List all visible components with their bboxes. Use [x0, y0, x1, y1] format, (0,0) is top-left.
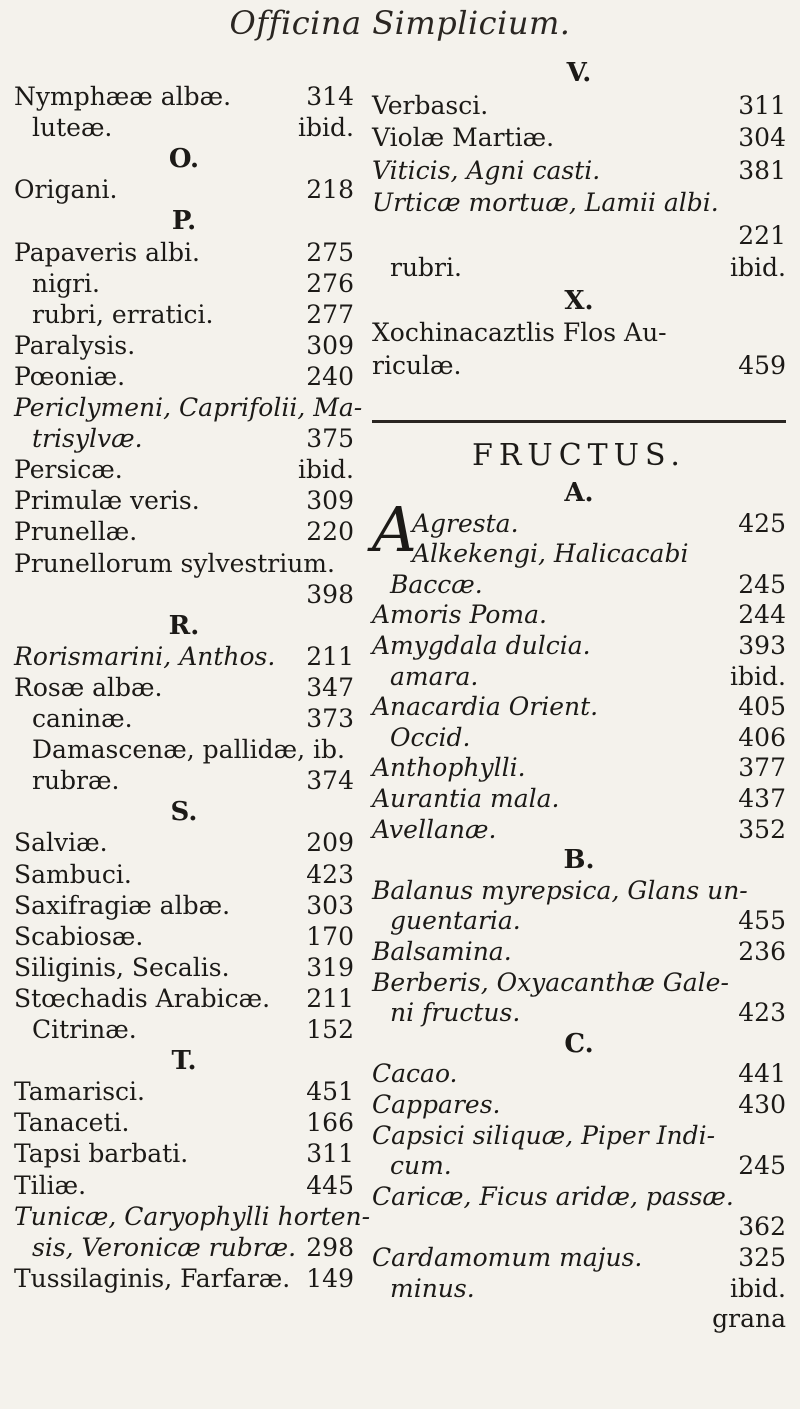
section-letter: B. [563, 845, 595, 876]
entry-label: trisylvæ. [32, 424, 143, 454]
entry-page-number: 311 [738, 90, 786, 120]
entry-label: Prunellæ. [14, 517, 138, 547]
entry-label: Tapsi barbati. [14, 1139, 189, 1169]
entry-label: Avellanæ. [372, 814, 497, 844]
entry-label: Citrinæ. [32, 1015, 137, 1044]
section-title: FRUCTUS. [472, 438, 686, 473]
entry-page-number: 393 [738, 631, 786, 660]
running-head: Officina Simplicium. [229, 4, 571, 42]
entry-page-number: 445 [306, 1170, 354, 1200]
entry-page-number: 311 [306, 1139, 354, 1169]
entry-page-number: 209 [306, 828, 354, 858]
entry-page-number: 423 [738, 998, 786, 1028]
entry-page-number: 405 [738, 692, 786, 722]
entry-page-number: 309 [306, 486, 354, 516]
entry-label: Prunellorum sylvestrium. [14, 548, 335, 578]
entry-label: Tamarisci. [14, 1077, 145, 1107]
entry-page-number: 381 [738, 155, 786, 185]
entry-label: Capsici siliquæ, Piper Indi- [372, 1120, 716, 1150]
entry-page-number: 373 [306, 704, 354, 733]
entry-label: Amygdala dulcia. [372, 631, 591, 660]
entry-page-number: 220 [306, 517, 354, 547]
section-letter: T. [171, 1046, 197, 1077]
entry-label: amara. [390, 661, 479, 691]
entry-page-number: ibid. [730, 253, 786, 282]
entry-page-number: 362 [738, 1212, 786, 1242]
entry-label: Alkekengi, Halicacabi [412, 539, 689, 569]
entry-label: Siliginis, Secalis. [14, 952, 230, 982]
entry-page-number: ibid. [298, 455, 354, 485]
entry-page-number: 459 [738, 350, 786, 380]
entry-page-number: 325 [738, 1243, 786, 1272]
entry-page-number: 441 [738, 1059, 786, 1089]
drop-cap: A [372, 493, 417, 566]
section-letter: R. [168, 610, 200, 641]
entry-page-number: ibid. [298, 113, 354, 143]
entry-page-number: 298 [306, 1232, 354, 1262]
entry-page-number: 406 [738, 722, 786, 752]
entry-page-number: 377 [738, 753, 786, 783]
entry-label: Tiliæ. [14, 1170, 87, 1200]
entry-page-number: ibid. [730, 661, 786, 691]
entry-label: Cacao. [372, 1059, 458, 1089]
entry-page-number: 455 [738, 906, 786, 936]
section-rule [372, 420, 786, 423]
entry-label: Cappares. [372, 1090, 501, 1119]
entry-label: Persicæ. [14, 455, 123, 485]
entry-label: Nymphææ albæ. [14, 82, 232, 111]
entry-page-number: 170 [306, 921, 354, 951]
entry-label: Violæ Martiæ. [372, 123, 555, 152]
entry-label: nigri. [32, 268, 100, 298]
entry-page-number: 451 [306, 1077, 354, 1107]
entry-label: Baccæ. [390, 569, 483, 599]
entry-page-number: 314 [306, 82, 354, 111]
entry-label: cum. [390, 1151, 452, 1181]
entry-page-number: 245 [738, 569, 786, 599]
entry-label: Occid. [390, 722, 471, 752]
section-letter: X. [564, 285, 594, 316]
entry-page-number: 211 [306, 641, 354, 671]
entry-page-number: 211 [306, 983, 354, 1013]
entry-page-number: grana [712, 1304, 786, 1334]
entry-page-number: 430 [738, 1090, 786, 1119]
entry-label: Urticæ mortuæ, Lamii albi. [372, 188, 719, 217]
entry-page-number: 423 [306, 859, 354, 889]
entry-label: Tunicæ, Caryophylli horten- [14, 1201, 371, 1231]
entry-label: luteæ. [32, 113, 113, 143]
section-letter: V. [566, 58, 592, 88]
entry-page-number: 319 [306, 952, 354, 982]
entry-label: Anacardia Orient. [372, 692, 599, 722]
entry-page-number: 309 [306, 330, 354, 360]
entry-page-number: 303 [306, 890, 354, 920]
entry-label: rubræ. [32, 766, 120, 796]
entry-label: rubri, erratici. [32, 299, 214, 329]
entry-label: Rosæ albæ. [14, 672, 163, 702]
entry-label: Papaveris albi. [14, 237, 200, 267]
entry-label: Periclymeni, Caprifolii, Ma- [14, 393, 363, 422]
entry-label: Balsamina. [372, 937, 512, 966]
entry-label: Xochinacaztlis Flos Au- [372, 318, 667, 347]
entry-page-number: 245 [738, 1151, 786, 1181]
entry-page-number: 437 [738, 784, 786, 813]
entry-label: Agresta. [412, 508, 519, 538]
entry-page-number: 221 [738, 220, 786, 250]
entry-page-number: 276 [306, 268, 354, 298]
entry-label: Origani. [14, 175, 118, 205]
entry-page-number: 152 [306, 1015, 354, 1044]
entry-page-number: 398 [306, 579, 354, 609]
section-letter: C. [564, 1028, 594, 1059]
entry-label: minus. [390, 1273, 475, 1303]
entry-page-number: 240 [306, 361, 354, 391]
entry-label: Tanaceti. [14, 1108, 130, 1138]
entry-label: Anthophylli. [372, 753, 526, 783]
entry-page-number: 275 [306, 237, 354, 267]
entry-label: Tussilaginis, Farfaræ. [14, 1263, 291, 1293]
entry-label: Salviæ. [14, 828, 108, 858]
entry-page-number: 304 [738, 123, 786, 152]
entry-label: Berberis, Oxyacanthæ Gale- [372, 967, 729, 997]
entry-page-number: 347 [306, 672, 354, 702]
entry-label: Paralysis. [14, 330, 136, 360]
entry-page-number: 374 [306, 766, 354, 796]
entry-label: Cardamomum majus. [372, 1243, 643, 1272]
entry-page-number: 149 [306, 1263, 354, 1293]
section-letter: S. [170, 797, 198, 828]
entry-label: sis, Veronicæ rubræ. [32, 1232, 297, 1262]
entry-page-number: 218 [306, 175, 354, 205]
entry-label: Viticis, Agni casti. [372, 155, 601, 185]
entry-page-number: 425 [738, 508, 786, 538]
entry-label: ni fructus. [390, 998, 521, 1028]
entry-label: Damascenæ, pallidæ, ib. [32, 735, 345, 765]
entry-page-number: 166 [306, 1108, 354, 1138]
entry-label: Aurantia mala. [372, 784, 560, 813]
entry-page-number: 277 [306, 299, 354, 329]
entry-page-number: 352 [738, 814, 786, 844]
entry-label: riculæ. [372, 350, 462, 380]
section-letter: O. [168, 144, 200, 175]
entry-label: Caricæ, Ficus aridæ, passæ. [372, 1181, 734, 1211]
entry-label: Stœchadis Arabicæ. [14, 983, 271, 1013]
entry-label: Scabiosæ. [14, 921, 144, 951]
entry-label: rubri. [390, 253, 462, 282]
entry-page-number: ibid. [730, 1273, 786, 1303]
entry-label: Pœoniæ. [14, 361, 126, 391]
section-letter: P. [171, 206, 197, 237]
entry-page-number: 244 [738, 600, 786, 630]
entry-page-number: 236 [738, 937, 786, 966]
entry-label: Sambuci. [14, 859, 132, 889]
entry-label: Primulæ veris. [14, 486, 200, 516]
entry-page-number: 375 [306, 424, 354, 454]
entry-label: Balanus myrepsica, Glans un- [372, 875, 748, 905]
section-letter: A. [564, 478, 594, 508]
entry-label: Saxifragiæ albæ. [14, 890, 231, 920]
entry-label: guentaria. [390, 906, 521, 936]
entry-label: Rorismarini, Anthos. [14, 641, 276, 671]
entry-label: Verbasci. [372, 90, 489, 120]
entry-label: caninæ. [32, 704, 133, 733]
entry-label: Amoris Poma. [372, 600, 547, 630]
